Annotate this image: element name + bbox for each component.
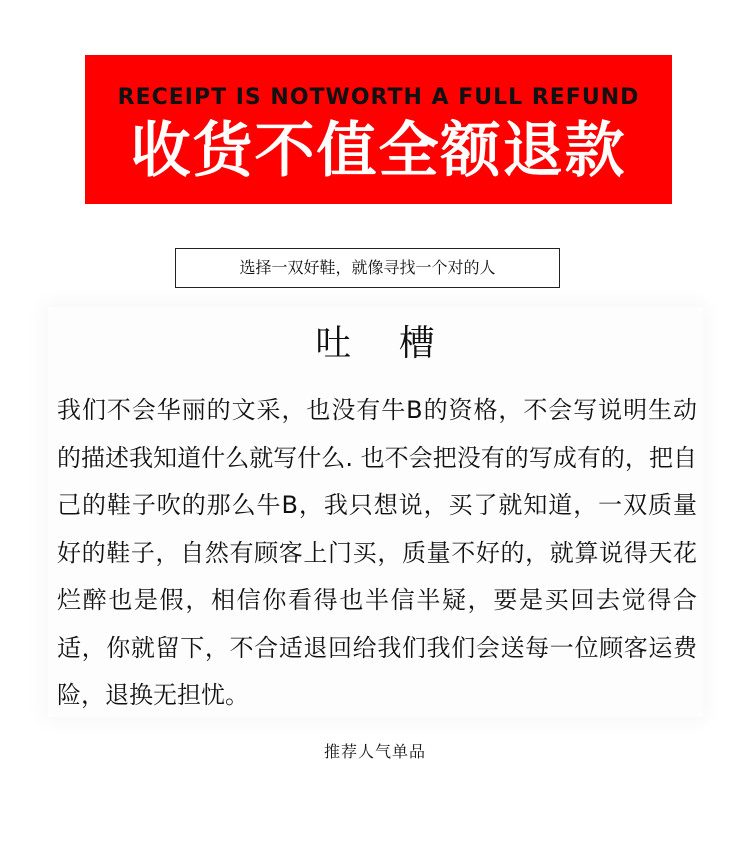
slogan-box: 选择一双好鞋，就像寻找一个对的人 [175,248,560,288]
recommended-products-label: 推荐人气单品 [323,742,426,761]
banner-chinese-title: 收货不值全额退款 [130,116,627,186]
refund-banner [85,55,672,204]
banner-english-title: RECEIPT IS NOTWORTH A FULL REFUND [117,85,640,110]
section-title: 吐 槽 [315,323,453,364]
body-paragraph: 我们不会华丽的文采，也没有牛B的资格，不会写说明生动的描述我知道什么就写什么. 也不会把没有的写成有的，把自己的鞋子吹的那么牛B，我只想说，买了就知道，一双质量好的鞋子，自然有顾客上门买，质量不好的，就算说得天花烂醉也是假，相信你看得也半信半疑，要是买回去觉得合适，你就留下，不合适退回给我们我们会送每一位顾客运费险，退换无担忧。 [57,396,697,709]
